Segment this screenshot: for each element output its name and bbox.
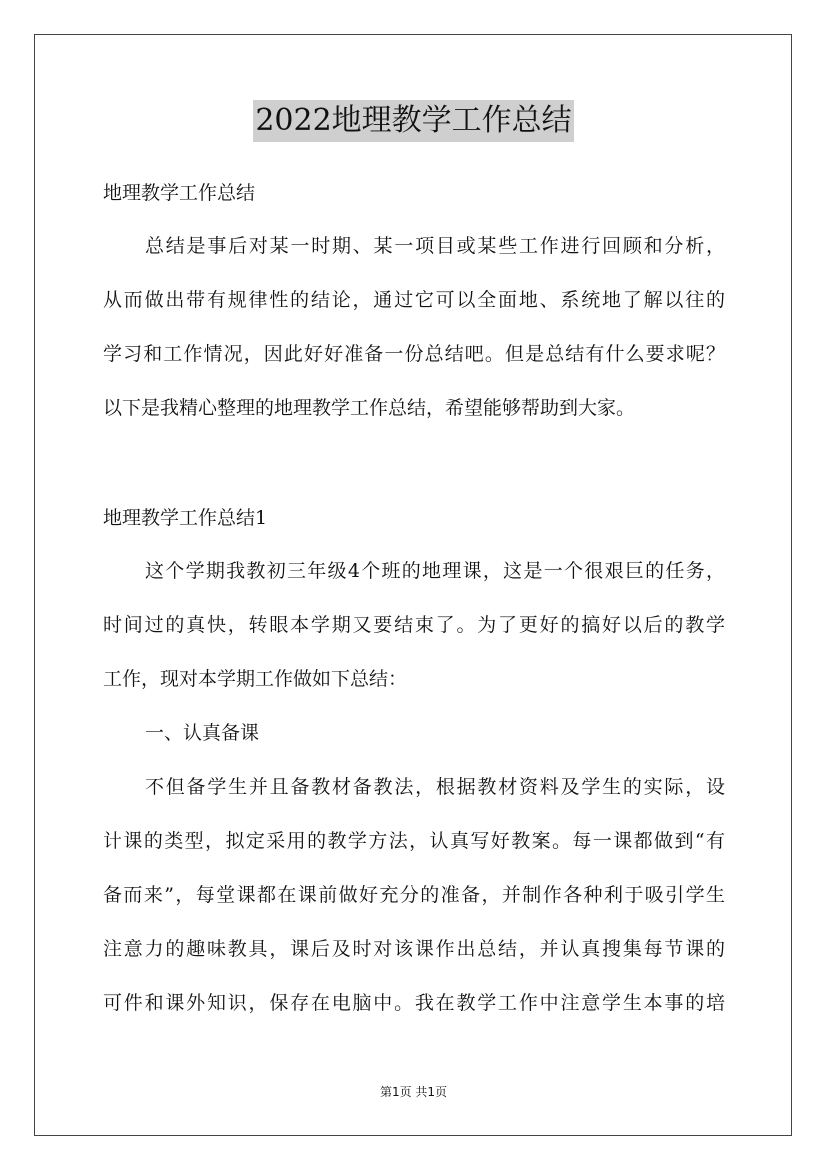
- intro-line-3: 学习和工作情况，因此好好准备一份总结吧。但是总结有什么要求呢？: [103, 343, 725, 365]
- intro-line-4: 以下是我精心整理的地理教学工作总结，希望能够帮助到大家。: [103, 397, 636, 419]
- para1-line-2: 时间过的真快，转眼本学期又要结束了。为了更好的搞好以后的教学: [103, 614, 725, 636]
- para2-line-4: 注意力的趣味教具，课后及时对该课作出总结，并认真搜集每节课的: [103, 938, 725, 960]
- para2-line-3: 备而来”，每堂课都在课前做好充分的准备，并制作各种利于吸引学生: [103, 884, 725, 906]
- sub-heading: 一、认真备课: [145, 722, 260, 744]
- section-heading: 地理教学工作总结1: [103, 507, 268, 529]
- para1-line-1: 这个学期我教初三年级4个班的地理课，这是一个很艰巨的任务，: [145, 560, 725, 582]
- page-footer: 第1页 共1页: [379, 1085, 448, 1099]
- intro-line-1: 总结是事后对某一时期、某一项目或某些工作进行回顾和分析，: [145, 235, 725, 257]
- intro-line-2: 从而做出带有规律性的结论，通过它可以全面地、系统地了解以往的: [103, 289, 725, 311]
- document-subtitle: 地理教学工作总结: [103, 182, 256, 204]
- para2-line-2: 计课的类型，拟定采用的教学方法，认真写好教案。每一课都做到“有: [103, 830, 725, 852]
- para1-line-3: 工作，现对本学期工作做如下总结：: [103, 668, 408, 690]
- document-title: 2022地理教学工作总结: [253, 100, 573, 142]
- title-wrap: [0, 100, 827, 142]
- para2-line-5: 可件和课外知识，保存在电脑中。我在教学工作中注意学生本事的培: [103, 992, 725, 1014]
- para2-line-1: 不但备学生并且备教材备教法，根据教材资料及学生的实际，设: [145, 776, 725, 798]
